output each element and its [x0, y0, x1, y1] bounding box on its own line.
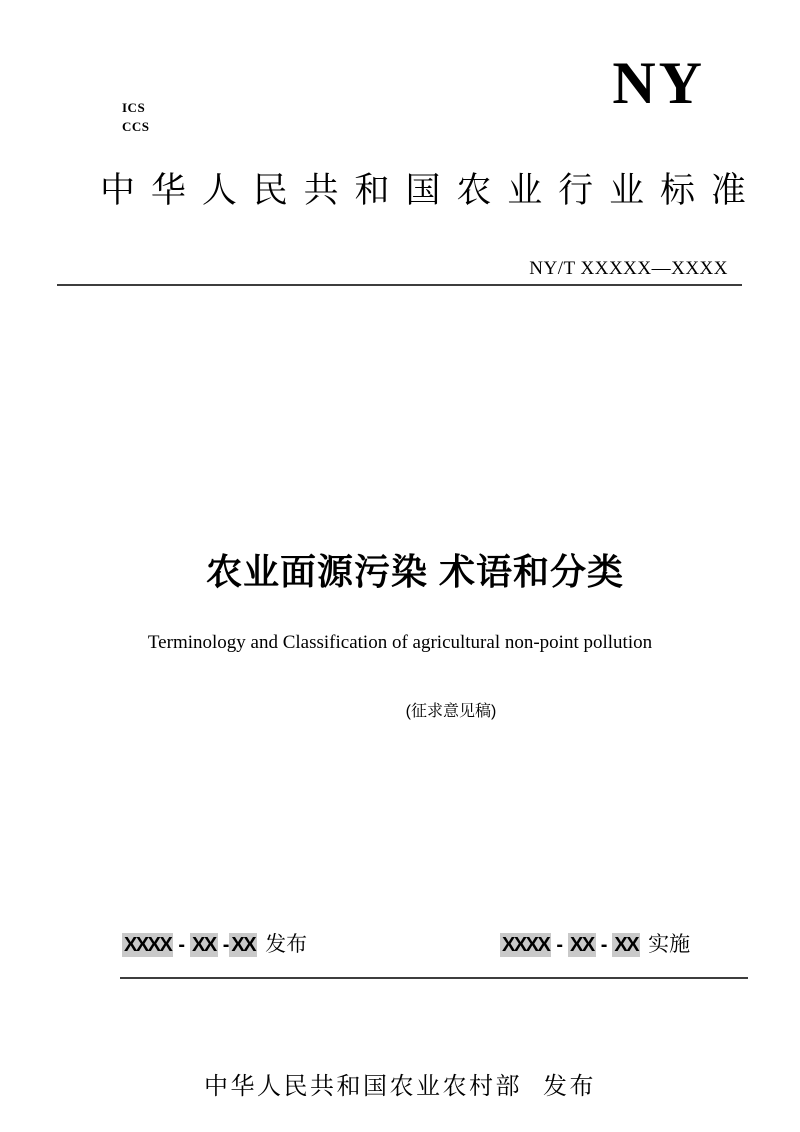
english-title: Terminology and Classification of agricultural non-point pollution [147, 632, 653, 653]
top-divider-rule [57, 284, 742, 286]
ny-logo: NY [612, 50, 705, 116]
bottom-divider-rule [120, 977, 748, 979]
implementation-separator-2: - [600, 934, 608, 956]
ics-label: ICS [122, 100, 146, 115]
release-label: 发布 [265, 933, 308, 956]
release-separator-1: - [178, 934, 186, 956]
implementation-label: 实施 [648, 933, 691, 956]
standard-number: NY/T XXXXX—XXXX [529, 258, 728, 279]
implementation-date-group [500, 932, 690, 958]
footer-publisher-line [0, 1066, 800, 1101]
ics-ccs-block [122, 98, 150, 136]
publisher-name: 中华人民共和国农业农村部 [204, 1073, 522, 1100]
main-title: 农业面源污染 术语和分类 [205, 551, 624, 592]
release-year-placeholder: XXXX [124, 934, 172, 956]
implementation-day-placeholder: XX [614, 934, 639, 956]
draft-note: (征求意见稿) [405, 703, 497, 720]
implementation-separator-1: - [556, 934, 564, 956]
release-separator-2: - [222, 934, 230, 956]
dates-row [0, 932, 800, 958]
release-date-group [122, 932, 307, 958]
release-month-placeholder: XX [192, 934, 216, 956]
release-day-placeholder: XX [231, 934, 256, 956]
implementation-month-placeholder: XX [570, 934, 594, 956]
standard-type-title: 中 华 人 民 共 和 国 农 业 行 业 标 准 [100, 171, 746, 210]
ccs-label: CCS [122, 119, 150, 134]
implementation-year-placeholder: XXXX [502, 934, 550, 956]
publisher-action: 发布 [543, 1073, 596, 1100]
